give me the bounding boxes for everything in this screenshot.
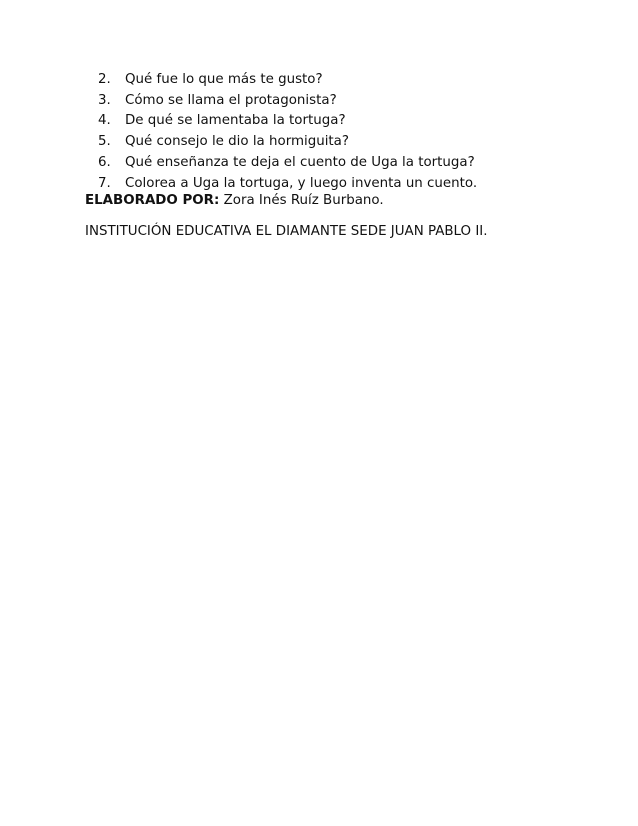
question-text: Qué consejo le dio la hormiguita?	[125, 134, 349, 150]
question-text: De qué se lamentaba la tortuga?	[125, 113, 346, 129]
list-item	[98, 111, 477, 132]
list-item	[98, 132, 477, 153]
question-text: Cómo se llama el protagonista?	[125, 92, 337, 108]
author-credit	[85, 191, 384, 211]
question-list	[98, 70, 477, 194]
question-number: 2.	[98, 72, 111, 87]
question-number: 3.	[98, 92, 111, 108]
list-item	[98, 91, 477, 112]
question-text: Qué fue lo que más te gusto?	[125, 72, 323, 87]
institution-name: INSTITUCIÓN EDUCATIVA EL DIAMANTE SEDE JUAN PABLO II.	[85, 224, 488, 239]
credit-label: ELABORADO POR:	[85, 193, 220, 208]
question-text: Qué enseñanza te deja el cuento de Uga la tortuga?	[125, 154, 475, 170]
question-text: Colorea a Uga la tortuga, y luego inventa un cuento.	[125, 175, 478, 191]
list-item	[98, 70, 477, 91]
list-item	[98, 153, 477, 174]
question-number: 7.	[98, 175, 111, 191]
question-number: 5.	[98, 134, 111, 150]
question-number: 6.	[98, 154, 111, 170]
author-name: Zora Inés Ruíz Burbano.	[219, 193, 384, 208]
question-number: 4.	[98, 113, 111, 129]
